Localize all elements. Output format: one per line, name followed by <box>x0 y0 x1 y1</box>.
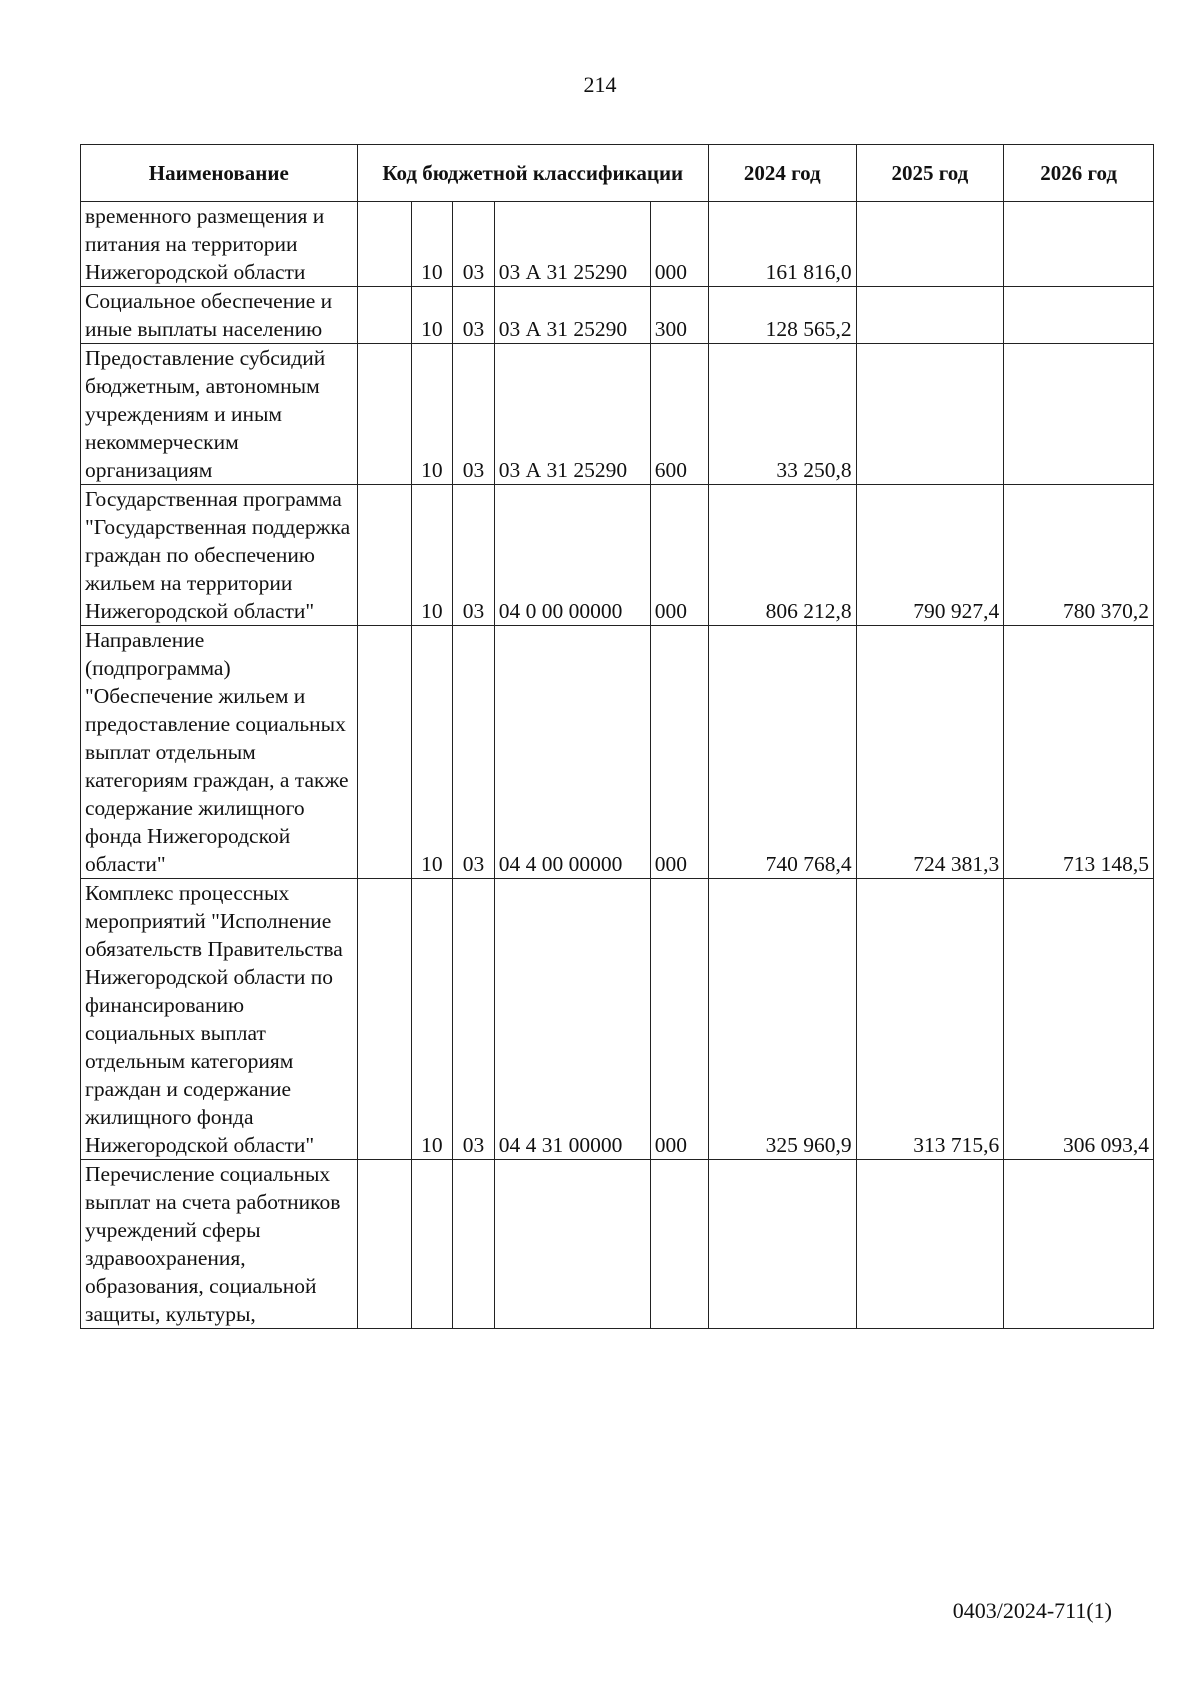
budget-table <box>80 144 1154 1329</box>
row-name: Социальное обеспечение и иные выплаты населению <box>81 287 358 344</box>
value-2025 <box>856 344 1004 485</box>
subsection-code: 03 <box>453 485 495 626</box>
target-code: 03 А 31 25290 <box>494 344 650 485</box>
value-2024: 33 250,8 <box>708 344 856 485</box>
section-code: 10 <box>411 287 453 344</box>
row-name: временного размещения и питания на территории Нижегородской области <box>81 202 358 287</box>
table-row <box>81 202 1154 287</box>
target-code: 04 0 00 00000 <box>494 485 650 626</box>
header-name: Наименование <box>81 145 358 202</box>
target-code: 04 4 31 00000 <box>494 879 650 1160</box>
subsection-code: 03 <box>453 626 495 879</box>
row-name: Направление (подпрограмма) "Обеспечение жильем и предоставление социальных выплат отдельным категориям граждан, а также содержание жилищного фонда Нижегородской области" <box>81 626 358 879</box>
section-code: 10 <box>411 485 453 626</box>
table-row <box>81 879 1154 1160</box>
expense-type-code: 600 <box>650 344 708 485</box>
value-2026: 780 370,2 <box>1004 485 1154 626</box>
expense-type-code: 000 <box>650 626 708 879</box>
value-2024: 325 960,9 <box>708 879 856 1160</box>
value-2026 <box>1004 287 1154 344</box>
subsection-code: 03 <box>453 287 495 344</box>
subsection-code <box>453 1160 495 1329</box>
value-2025 <box>856 202 1004 287</box>
target-code: 03 А 31 25290 <box>494 287 650 344</box>
value-2026: 713 148,5 <box>1004 626 1154 879</box>
header-code: Код бюджетной классификации <box>357 145 708 202</box>
expense-type-code <box>650 1160 708 1329</box>
value-2026: 306 093,4 <box>1004 879 1154 1160</box>
value-2026 <box>1004 1160 1154 1329</box>
table-row <box>81 344 1154 485</box>
target-code: 03 А 31 25290 <box>494 202 650 287</box>
table-row <box>81 287 1154 344</box>
table-row <box>81 485 1154 626</box>
target-code <box>494 1160 650 1329</box>
row-name: Перечисление социальных выплат на счета работников учреждений сферы здравоохранения, образования, социальной защиты, культуры, <box>81 1160 358 1329</box>
expense-type-code: 000 <box>650 485 708 626</box>
section-code <box>411 1160 453 1329</box>
value-2024: 128 565,2 <box>708 287 856 344</box>
row-name: Государственная программа "Государственная поддержка граждан по обеспечению жильем на территории Нижегородской области" <box>81 485 358 626</box>
header-2025: 2025 год <box>856 145 1004 202</box>
value-2026 <box>1004 202 1154 287</box>
subsection-code: 03 <box>453 344 495 485</box>
page-number: 214 <box>583 72 617 97</box>
row-name: Комплекс процессных мероприятий "Исполнение обязательств Правительства Нижегородской области по финансированию социальных выплат отдельным категориям граждан и содержание жилищного фонда Нижегородской области" <box>81 879 358 1160</box>
section-code: 10 <box>411 344 453 485</box>
section-code: 10 <box>411 626 453 879</box>
row-name: Предоставление субсидий бюджетным, автономным учреждениям и иным некоммерческим организациям <box>81 344 358 485</box>
value-2025: 313 715,6 <box>856 879 1004 1160</box>
subsection-code: 03 <box>453 879 495 1160</box>
target-code: 04 4 00 00000 <box>494 626 650 879</box>
value-2025: 724 381,3 <box>856 626 1004 879</box>
value-2026 <box>1004 344 1154 485</box>
header-row <box>81 145 1154 202</box>
expense-type-code: 300 <box>650 287 708 344</box>
value-2024: 740 768,4 <box>708 626 856 879</box>
header-2026: 2026 год <box>1004 145 1154 202</box>
document-code: 0403/2024-711(1) <box>952 1598 1112 1623</box>
table-row <box>81 626 1154 879</box>
section-code: 10 <box>411 202 453 287</box>
value-2024: 806 212,8 <box>708 485 856 626</box>
value-2024 <box>708 1160 856 1329</box>
expense-type-code: 000 <box>650 879 708 1160</box>
value-2024: 161 816,0 <box>708 202 856 287</box>
subsection-code: 03 <box>453 202 495 287</box>
table-row <box>81 1160 1154 1329</box>
value-2025 <box>856 287 1004 344</box>
value-2025 <box>856 1160 1004 1329</box>
expense-type-code: 000 <box>650 202 708 287</box>
value-2025: 790 927,4 <box>856 485 1004 626</box>
section-code: 10 <box>411 879 453 1160</box>
header-2024: 2024 год <box>708 145 856 202</box>
